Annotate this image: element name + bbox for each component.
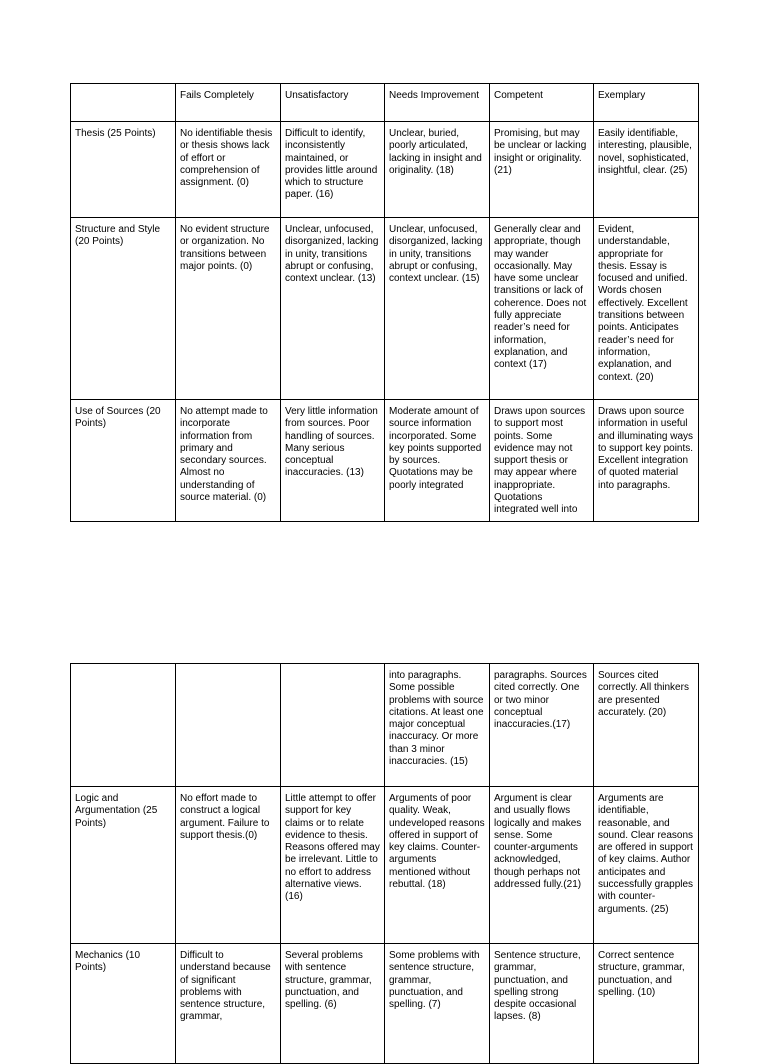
criterion-label: Mechanics (10 Points) (71, 944, 176, 1064)
cell-needs-improvement: Unclear, unfocused, disorganized, lacking in unity, transitions abrupt or confusing, context unclear. (15) (385, 218, 490, 400)
cell-competent: Sentence structure, grammar, punctuation, and spelling strong despite occasional lapses. (8) (490, 944, 594, 1064)
cell-unsatisfactory: Unclear, unfocused, disorganized, lacking in unity, transitions abrupt or confusing, context unclear. (13) (281, 218, 385, 400)
criterion-label: Thesis (25 Points) (71, 122, 176, 218)
cell-unsatisfactory: Several problems with sentence structure, grammar, punctuation, and spelling. (6) (281, 944, 385, 1064)
cell-exemplary: Correct sentence structure, grammar, punctuation, and spelling. (10) (594, 944, 699, 1064)
cell-fails-completely: Difficult to understand because of significant problems with sentence structure, grammar, (176, 944, 281, 1064)
cell-needs-improvement: Unclear, buried, poorly articulated, lacking in insight and originality. (18) (385, 122, 490, 218)
criterion-label: Logic and Argumentation (25 Points) (71, 787, 176, 944)
criterion-label: Use of Sources (20 Points) (71, 400, 176, 522)
cell-exemplary: Sources cited correctly. All thinkers are presented accurately. (20) (594, 664, 699, 787)
table-row-thesis (71, 122, 699, 218)
cell-competent: Draws upon sources to support most points. Some evidence may not support thesis or may appear where inappropriate. Quotations integrated well into (490, 400, 594, 522)
cell-unsatisfactory: Very little information from sources. Poor handling of sources. Many serious conceptual inaccuracies. (13) (281, 400, 385, 522)
table-row-use-of-sources-continued (71, 664, 699, 787)
cell-competent: Argument is clear and usually flows logically and makes sense. Some counter-arguments acknowledged, though perhaps not addressed fully.(21) (490, 787, 594, 944)
header-row (71, 84, 699, 122)
cell-unsatisfactory: Little attempt to offer support for key claims or to relate evidence to thesis. Reasons offered may be irrelevant. Little to no effort to address alternative views. (16) (281, 787, 385, 944)
table-row-use-of-sources (71, 400, 699, 522)
cell-exemplary: Evident, understandable, appropriate for thesis. Essay is focused and unified. Words chosen effectively. Excellent transitions between points. Anticipates reader’s need for information, explanation, and context. (20) (594, 218, 699, 400)
cell-needs-improvement: Moderate amount of source information incorporated. Some key points supported by sources. Quotations may be poorly integrated (385, 400, 490, 522)
table-row-mechanics (71, 944, 699, 1064)
criterion-label: Structure and Style (20 Points) (71, 218, 176, 400)
header-exemplary: Exemplary (594, 84, 699, 122)
cell-fails-completely: No evident structure or organization. No transitions between major points. (0) (176, 218, 281, 400)
cell-fails-completely: No effort made to construct a logical argument. Failure to support thesis.(0) (176, 787, 281, 944)
cell-fails-completely: No identifiable thesis or thesis shows lack of effort or comprehension of assignment. (0) (176, 122, 281, 218)
cell-needs-improvement: into paragraphs. Some possible problems with source citations. At least one major conceptual inaccuracy. Or more than 3 minor inaccuracies. (15) (385, 664, 490, 787)
criterion-label (71, 664, 176, 787)
cell-needs-improvement: Some problems with sentence structure, grammar, punctuation, and spelling. (7) (385, 944, 490, 1064)
cell-unsatisfactory (281, 664, 385, 787)
cell-exemplary: Draws upon source information in useful and illuminating ways to support key points. Excellent integration of quoted material into paragraphs. (594, 400, 699, 522)
cell-competent: paragraphs. Sources cited correctly. One or two minor conceptual inaccuracies.(17) (490, 664, 594, 787)
cell-unsatisfactory: Difficult to identify, inconsistently maintained, or provides little around which to structure paper. (16) (281, 122, 385, 218)
rubric-table-page-1 (70, 83, 699, 522)
cell-competent: Generally clear and appropriate, though may wander occasionally. May have some unclear transitions or lack of coherence. Does not fully appreciate reader’s need for information, explanation, and context (17) (490, 218, 594, 400)
header-fails-completely: Fails Completely (176, 84, 281, 122)
cell-exemplary: Arguments are identifiable, reasonable, and sound. Clear reasons are offered in support of key claims. Author anticipates and successfully grapples with counter-arguments. (25) (594, 787, 699, 944)
header-unsatisfactory: Unsatisfactory (281, 84, 385, 122)
cell-needs-improvement: Arguments of poor quality. Weak, undeveloped reasons offered in support of key claims. Counter-arguments mentioned without rebuttal. (18) (385, 787, 490, 944)
cell-fails-completely (176, 664, 281, 787)
table-row-structure-and-style (71, 218, 699, 400)
cell-fails-completely: No attempt made to incorporate information from primary and secondary sources. Almost no understanding of source material. (0) (176, 400, 281, 522)
cell-exemplary: Easily identifiable, interesting, plausible, novel, sophisticated, insightful, clear. (25) (594, 122, 699, 218)
table-row-logic-and-argumentation (71, 787, 699, 944)
rubric-table-page-2 (70, 663, 699, 1064)
cell-competent: Promising, but may be unclear or lacking insight or originality. (21) (490, 122, 594, 218)
header-needs-improvement: Needs Improvement (385, 84, 490, 122)
header-cell-blank (71, 84, 176, 122)
header-competent: Competent (490, 84, 594, 122)
